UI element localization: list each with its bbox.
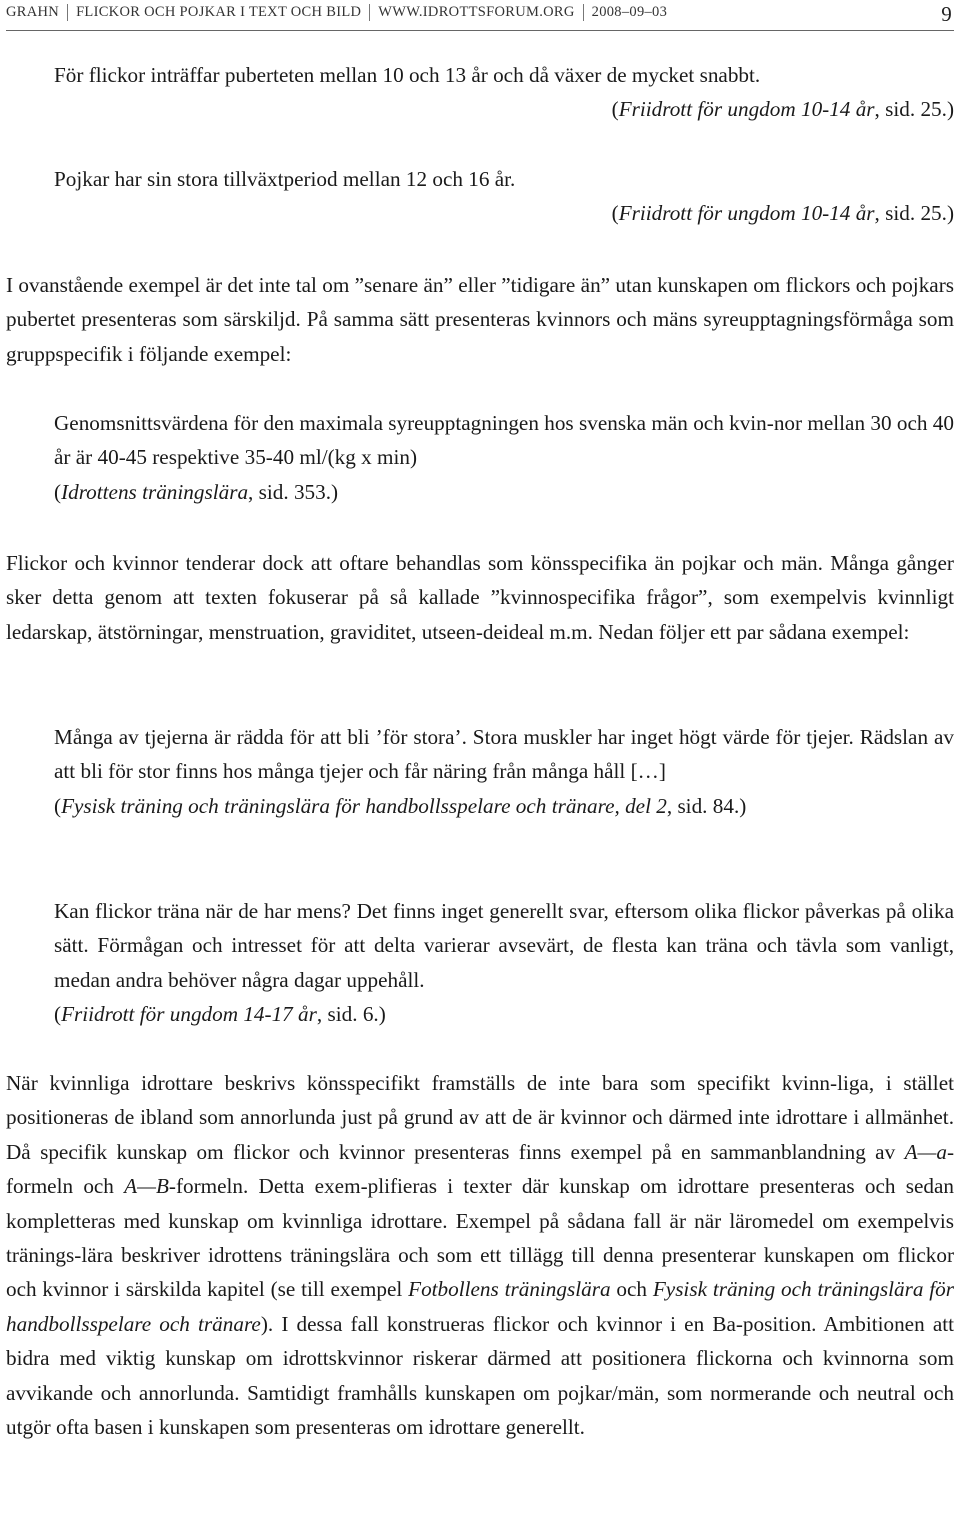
quote-3-source: (Idrottens träningslära, sid. 353.)	[54, 479, 339, 504]
quote-1-source: (Friidrott för ungdom 10-14 år, sid. 25.)	[611, 97, 954, 122]
quote-4-text: Många av tjejerna är rädda för att bli ’för stora’. Stora muskler har inget högt värde för tjejer. Rädslan av att bli för stor finns hos många tjejer och får näring från många håll […]	[54, 725, 954, 784]
header-website: WWW.IDROTTSFORUM.ORG	[369, 4, 582, 21]
quote-4-source: (Fysisk träning och träningslära för handbollsspelare och tränare, del 2, sid. 84.)	[54, 793, 747, 818]
paragraph-3	[6, 1066, 954, 1444]
quote-block-2	[54, 162, 954, 231]
quote-5-source: (Friidrott för ungdom 14-17 år, sid. 6.)	[54, 1002, 386, 1027]
header-date: 2008–09–03	[583, 4, 676, 21]
quote-1-text: För flickor inträffar puberteten mellan 10 och 13 år och då växer de mycket snabbt.	[54, 63, 761, 87]
running-header	[6, 4, 954, 31]
quote-3-text: Genomsnittsvärdena för den maximala syreupptagningen hos svenska män och kvin-nor mellan 30 och 40 år är 40-45 respektive 35-40 ml/(kg x min)	[54, 411, 954, 470]
paragraph-2-text: Flickor och kvinnor tenderar dock att oftare behandlas som könsspecifika än pojkar och män. Många gånger sker detta genom att texten fokuserar på så kallade ”kvinnospecifika frågor”, som exempelvis kvinnligt ledarskap, ätstörningar, menstruation, graviditet, utseen-deideal m.m. Nedan följer ett par sådana exempel:	[6, 551, 954, 644]
formula-a-a: A—a	[904, 1139, 947, 1164]
book-title-fotbollens: Fotbollens träningslära	[408, 1277, 611, 1302]
header-title: FLICKOR OCH POJKAR I TEXT OCH BILD	[67, 4, 369, 21]
page-number: 9	[941, 2, 952, 26]
quote-block-4	[54, 720, 954, 823]
paragraph-1	[6, 268, 954, 371]
quote-block-3	[54, 406, 954, 509]
quote-block-1	[54, 58, 954, 127]
formula-a-b: A—B	[124, 1174, 169, 1199]
paragraph-3-text: När kvinnliga idrottare beskrivs könsspecifikt framställs de inte bara som specifikt kvinn-liga, i stället positioneras de ibland som annorlunda just på grund av att de är kvinnor och därmed inte idrottare i allmänhet. Då specifik kunskap om flickor och kvinnor presenteras finns exempel på en sammanblandning av A—a-formeln och A—B-formeln. Detta exem-plifieras i texter där kunskap om idrottare presenteras och sedan kompletteras med kunskap om kvinnliga idrottare. Exempel på sådana fall är när läromedel om exempelvis tränings-lära beskriver idrottens träningslära och som ett tillägg till denna presenterar kunskapen om flickor och kvinnor i särskilda kapitel (se till exempel Fotbollens träningslära och Fysisk träning och träningslära för handbollsspelare och tränare). I dessa fall konstrueras flickor och kvinnor i en Ba-position. Ambitionen att bidra med viktig kunskap om idrottskvinnor riskerar därmed att positionera flickorna och kvinnorna som avvikande och annorlunda. Samtidigt framhålls kunskapen om pojkar/män, som normerande och neutral och utgör ofta basen i kunskapen som presenteras om idrottare generellt.	[6, 1071, 955, 1440]
paragraph-2	[6, 546, 954, 649]
quote-block-5	[54, 894, 954, 1032]
header-author: GRAHN	[6, 4, 60, 20]
book-title-fysisk-traning: Fysisk träning och träningslära för handbollsspelare och tränare	[6, 1277, 955, 1336]
paragraph-1-text: I ovanstående exempel är det inte tal om ”senare än” eller ”tidigare än” utan kunskapen om flickors och pojkars pubertet presenteras som särskiljd. På samma sätt presenteras kvinnors och mäns syreupptagningsförmåga som gruppspecifik i följande exempel:	[6, 273, 954, 366]
quote-5-text: Kan flickor träna när de har mens? Det finns inget generellt svar, eftersom olika flickor påverkas på olika sätt. Förmågan och intresset för att delta varierar avsevärt, de flesta kan träna och tävla som vanligt, medan andra behöver några dagar uppehåll.	[54, 899, 954, 992]
quote-2-source: (Friidrott för ungdom 10-14 år, sid. 25.)	[611, 201, 954, 226]
quote-2-text: Pojkar har sin stora tillväxtperiod mellan 12 och 16 år.	[54, 167, 516, 191]
